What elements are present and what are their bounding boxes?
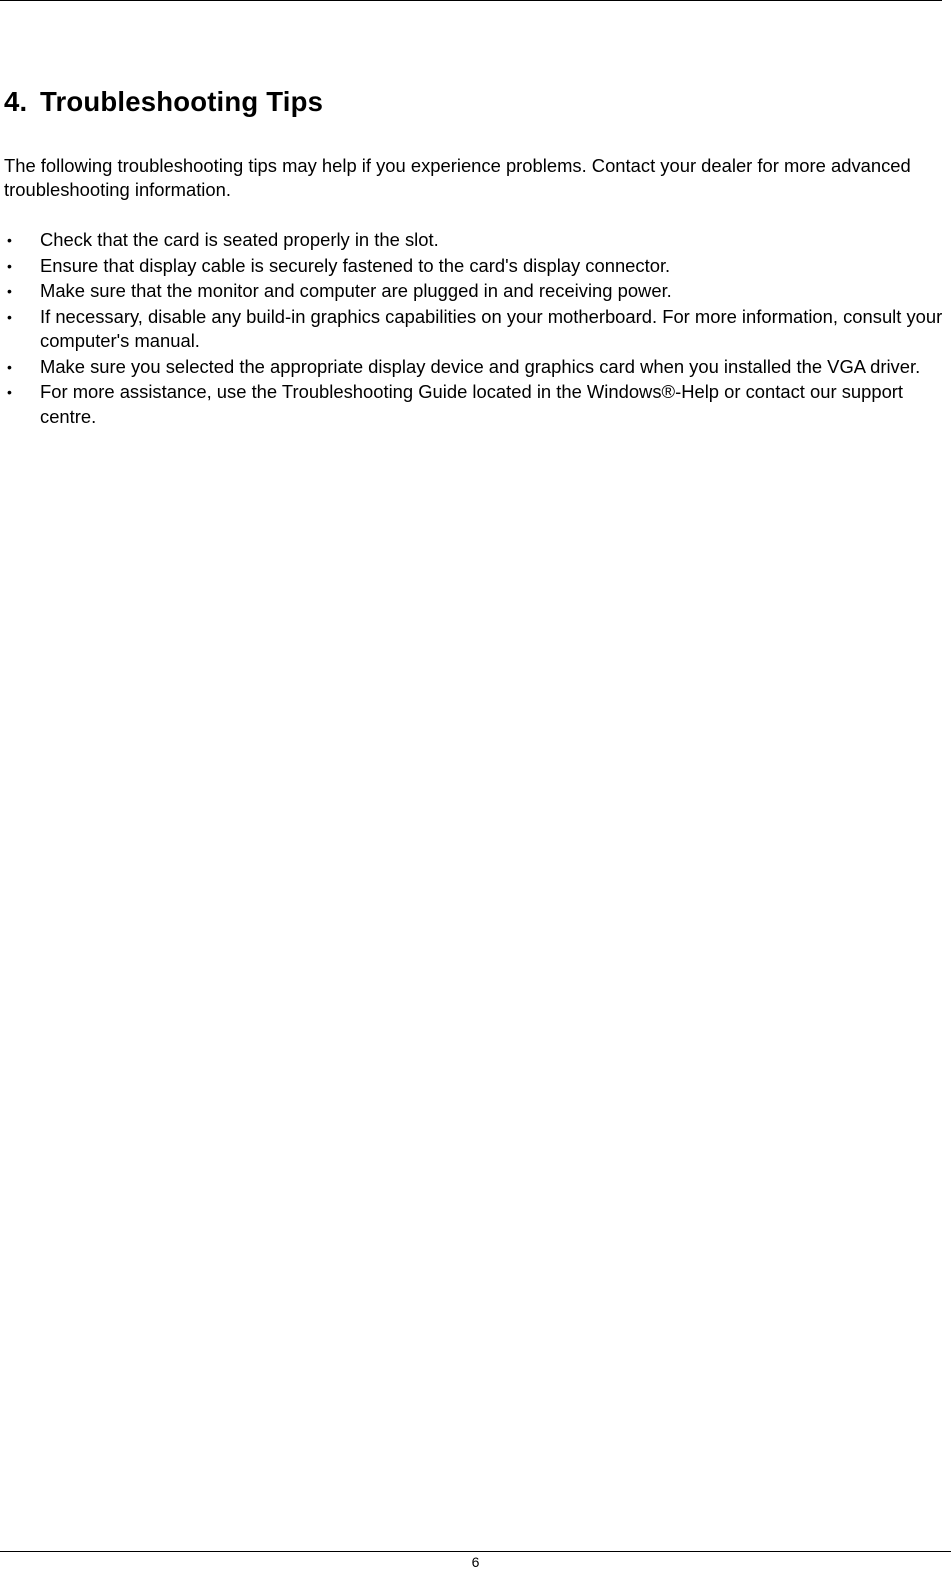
section-number: 4. — [4, 86, 28, 117]
tip-text: Check that the card is seated properly in the slot. — [40, 229, 439, 250]
section-title: Troubleshooting Tips — [40, 86, 324, 117]
page-content — [4, 84, 944, 430]
page-number: 6 — [471, 1554, 480, 1570]
tips-list — [4, 228, 944, 429]
bullet-icon: • — [7, 358, 12, 375]
bullet-icon: • — [7, 384, 12, 400]
bullet-icon: • — [7, 232, 12, 248]
footer-rule — [0, 1551, 951, 1552]
tip-text: If necessary, disable any build-in graphics capabilities on your motherboard. For more information, consult your computer's manual. — [40, 305, 943, 351]
intro-paragraph: The following troubleshooting tips may help if you experience problems. Contact your dealer for more advanced troubleshooting information. — [4, 155, 911, 200]
tip-text: Make sure that the monitor and computer are plugged in and receiving power. — [40, 280, 672, 301]
header-rule — [0, 0, 942, 1]
list-item — [4, 380, 945, 429]
tip-text: Make sure you selected the appropriate display device and graphics card when you installed the VGA driver. — [40, 355, 921, 377]
section-heading — [4, 84, 944, 120]
list-item — [4, 355, 945, 380]
bullet-icon: • — [7, 257, 12, 274]
list-item — [4, 254, 945, 279]
bullet-icon: • — [7, 283, 12, 299]
tip-text: For more assistance, use the Troubleshooting Guide located in the Windows®-Help or contact our support centre. — [40, 381, 904, 427]
tip-text: Ensure that display cable is securely fastened to the card's display connector. — [40, 254, 671, 276]
bullet-icon: • — [7, 308, 12, 325]
list-item — [4, 279, 945, 304]
list-item — [4, 228, 945, 253]
list-item — [4, 305, 945, 354]
